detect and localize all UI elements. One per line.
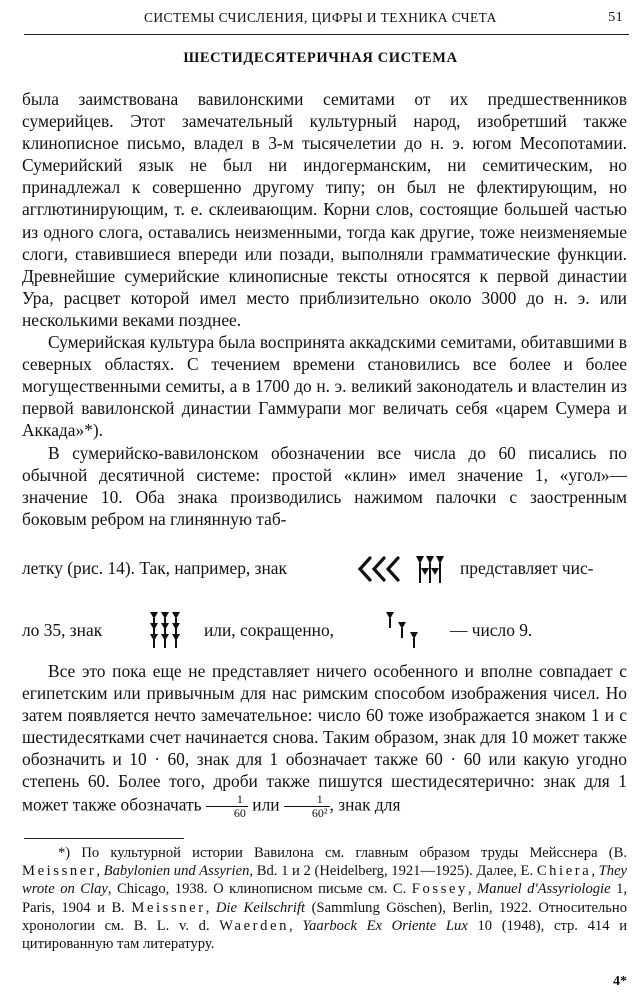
- text-block-1: [22, 88, 627, 530]
- work-manuel: Manuel d'Assyriologie: [477, 881, 611, 898]
- work-keilschrift: Die Keilschrift: [215, 899, 306, 916]
- footnote-text: *) По культурной истории Вавилона см. главным образом труды Мейсснера (B. Meissner, Babylonien und Assyrien, Bd. 1 и 2 (Heidelberg, 1921—1925). Далее, E. Chiera, They wrote on Clay, Chicago, 1938. О клинописном письме см. C. Fossey, Manuel d'Assyriologie 1, Paris, 1904 и B. Meissner, Die Keilschrift (Sammlung Göschen), Berlin, 1922. Относительно хронологии см. B. L. v. d. Waerden, Yaarbock Ex Oriente Lux 10 (1948), стр. 414 и цитированную там литературу.: [22, 845, 628, 953]
- work-yaarbock: Yaarbock Ex Oriente Lux: [302, 917, 468, 934]
- running-header: [24, 6, 629, 35]
- paragraph-2: Сумерийская культура была воспринята аккадскими семитами, обитавшими в северных областях. С течением времени становились все более и более могущественными семиты, а в 1700 до н. э. великий законодатель и властелин из первой вавилонской династии Гаммурапи мог величать себя «царем Сумера и Аккада»*).: [22, 332, 627, 441]
- fraction-1-60: $\frac{1}{60}$: [206, 793, 248, 820]
- work-clay: They wrote on Clay: [22, 863, 628, 898]
- running-title: СИСТЕМЫ СЧИСЛЕНИЯ, ЦИФРЫ И ТЕХНИКА СЧЕТА: [144, 10, 497, 25]
- cuneiform-9-short-icon: [384, 610, 434, 652]
- figure-line-2-after: — число 9.: [450, 620, 533, 640]
- figure-line-1-after: представляет чис-: [460, 558, 594, 578]
- figure-line-2-middle: или, сокращенно,: [204, 620, 335, 640]
- fraction-1-60sq: $\frac{1}{\text{60²}}$: [284, 793, 330, 820]
- signature-mark: 4*: [613, 974, 627, 989]
- footnote: [22, 844, 627, 953]
- author-meissner-2: Meissner: [131, 899, 206, 916]
- author-fossey: Fossey: [411, 881, 468, 898]
- text-block-2: [22, 660, 627, 820]
- paragraph-4: [22, 660, 627, 820]
- author-waerden: Waerden: [219, 917, 289, 934]
- figure-line-2-before: ло 35, знак: [22, 620, 103, 640]
- cuneiform-35-icon: [356, 552, 448, 586]
- figure-line-2: [22, 610, 627, 652]
- author-chiera: Chiera: [536, 863, 592, 880]
- author-meissner: Meissner: [22, 863, 97, 880]
- paragraph-4-end: , знак для: [329, 794, 401, 815]
- paragraph-4-text: Все это пока еще не представляет ничего особенного и вполне совпадает с египетским или привычным для нас римским способом изображения чисел. Но затем появляется нечто замечательное: число 60 тоже изображается знаком 1 и с шестидесятками счет начинается снова. Таким образом, знак для 10 может также обозначить и 10 · 60, знак для 1 обозначает также 60 · 60 или какую угодно степень 60. Более того, дроби также пишутся шестидесятерично: знак для 1 может также обозначать: [22, 661, 627, 815]
- section-title: ШЕСТИДЕСЯТЕРИЧНАЯ СИСТЕМА: [183, 50, 458, 66]
- cuneiform-9-full-icon: [146, 610, 186, 650]
- work-babylonien: Babylonien und Assyrien: [103, 863, 250, 880]
- footnote-divider: [24, 838, 184, 839]
- figure-line-1-before: летку (рис. 14). Так, например, знак: [22, 558, 287, 578]
- fraction-or: или: [252, 794, 280, 815]
- figure-line-1: [22, 552, 627, 586]
- page-number: 51: [608, 10, 623, 25]
- paragraph-1: была заимствована вавилонскими семитами от их предшественников сумерийцев. Этот замечательный культурный народ, изобретший также клинописное письмо, владел в 3-м тысячелетии до н. э. югом Месопотамии. Сумерийский язык не был ни индогерманским, ни семитическим, но принадлежал к совершенно другому типу; он был не флектирующим, но агглютинирующим, т. е. склеивающим. Корни слов, состоящие большей частью из одного слога, оставались неизменными, тогда как другие, тоже неизменяемые слоги, ставившиеся впереди или позади, выполняли грамматические функции. Древнейшие сумерийские клинописные тексты относятся к первой династии Ура, расцвет которой имел место приблизительно около 3000 до н. э. или несколькими веками позднее.: [22, 89, 627, 330]
- paragraph-3: В сумерийско-вавилонском обозначении все числа до 60 писались по обычной десятичной системе: простой «клин» имел значение 1, «угол»— значение 10. Оба знака производились нажимом палочки с заостренным боковым ребром на глинянную таб-: [22, 442, 627, 529]
